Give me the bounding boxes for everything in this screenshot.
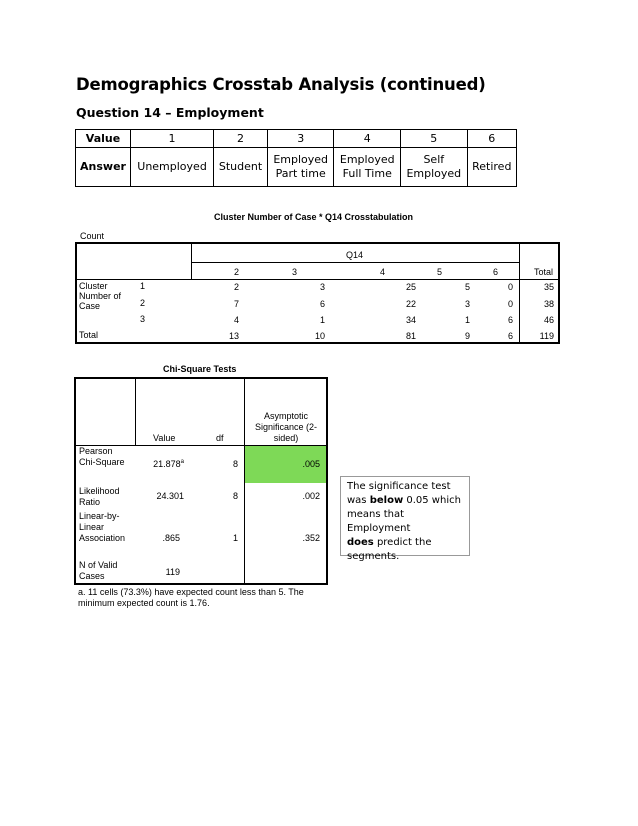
footnote-marker: a — [180, 459, 184, 465]
value-cell: 2 — [214, 130, 268, 148]
test-df: 1 — [232, 533, 238, 543]
df-header: df — [216, 433, 224, 443]
test-significance: .352 — [302, 533, 320, 543]
callout-text: predict the — [373, 537, 432, 548]
value-cell: 5 — [401, 130, 468, 148]
callout-text: was — [347, 495, 370, 506]
answer-line: Employed — [273, 153, 329, 166]
crosstab-title: Cluster Number of Case * Q14 Crosstabulation — [214, 212, 414, 222]
answer-line: Student — [218, 160, 263, 173]
test-significance: .005 — [302, 459, 320, 469]
column-header: 2 — [233, 267, 239, 277]
table-cell: 13 — [228, 331, 239, 341]
table-cell: 2 — [233, 282, 239, 292]
test-label — [79, 511, 125, 544]
divider — [191, 262, 519, 263]
total-row-label: Total — [79, 330, 99, 340]
answer-cell — [214, 148, 268, 187]
footnote-line: minimum expected count is 1.76. — [78, 598, 210, 608]
answer-line: Employed — [406, 167, 462, 180]
column-header: 5 — [436, 267, 442, 277]
row-label: 3 — [140, 314, 146, 324]
answer-line: Self — [423, 153, 445, 166]
label-line: Linear-by- — [79, 511, 120, 521]
chi-square-table — [74, 377, 328, 585]
test-value — [140, 459, 184, 469]
section-subtitle: Question 14 – Employment — [76, 105, 264, 120]
column-header: 3 — [291, 267, 297, 277]
callout-emphasis: does — [347, 537, 374, 548]
row-header-line: Cluster — [79, 281, 108, 291]
table-cell: 6 — [507, 331, 513, 341]
table-cell: 6 — [507, 315, 513, 325]
label-line: Pearson — [79, 446, 113, 456]
table-cell: 81 — [405, 331, 416, 341]
answer-row-label: Answer — [76, 148, 131, 187]
value-header: Value — [153, 433, 176, 443]
test-df: 8 — [232, 459, 238, 469]
answer-line: Employed — [339, 153, 395, 166]
header-line: Significance (2- — [254, 422, 318, 432]
test-label — [79, 486, 120, 508]
chi-square-title: Chi-Square Tests — [163, 364, 237, 374]
answer-cell — [267, 148, 334, 187]
column-header: 4 — [379, 267, 385, 277]
row-header-line: Case — [79, 301, 101, 311]
table-cell: 5 — [464, 282, 470, 292]
label-line: N of Valid — [79, 560, 118, 570]
divider — [244, 379, 245, 583]
column-header: 6 — [492, 267, 498, 277]
row-label: 1 — [140, 281, 146, 291]
crosstab-count-label: Count — [80, 231, 105, 241]
table-cell: 3 — [464, 299, 470, 309]
test-df: 8 — [232, 491, 238, 501]
table-cell: 119 — [539, 331, 554, 341]
answer-line: Retired — [472, 160, 512, 173]
table-cell: 10 — [314, 331, 325, 341]
table-cell: 0 — [507, 299, 513, 309]
table-cell: 35 — [543, 282, 554, 292]
table-cell: 4 — [233, 315, 239, 325]
test-value: 24.301 — [156, 491, 184, 501]
column-group-label: Q14 — [346, 250, 364, 260]
callout-emphasis: below — [369, 495, 404, 506]
answer-line: Part time — [275, 167, 326, 180]
header-line: Asymptotic — [263, 411, 308, 421]
callout-line: segments. — [347, 551, 400, 562]
table-cell: 1 — [464, 315, 470, 325]
answer-cell — [401, 148, 468, 187]
value-cell: 1 — [131, 130, 214, 148]
answer-cell — [334, 148, 401, 187]
callout-line: means that Employment — [347, 509, 411, 534]
test-value: 119 — [165, 567, 180, 577]
table-cell: 3 — [319, 282, 325, 292]
test-label — [79, 560, 117, 582]
table-cell: 34 — [405, 315, 416, 325]
interpretation-callout — [340, 476, 470, 562]
callout-text: 0.05 which — [403, 495, 461, 506]
answer-cell — [467, 148, 516, 187]
table-cell: 9 — [464, 331, 470, 341]
label-line: Association — [79, 533, 126, 543]
table-cell: 25 — [405, 282, 416, 292]
table-cell: 22 — [405, 299, 416, 309]
divider — [135, 379, 136, 445]
table-cell: 0 — [507, 282, 513, 292]
value-answer-table — [75, 129, 517, 187]
label-line: Cases — [79, 571, 105, 581]
answer-line: Full Time — [342, 167, 392, 180]
chi-square-footnote — [78, 587, 304, 609]
table-cell: 46 — [543, 315, 554, 325]
table-cell: 1 — [319, 315, 325, 325]
value-cell: 6 — [467, 130, 516, 148]
value-cell: 3 — [267, 130, 334, 148]
label-line: Linear — [79, 522, 105, 532]
table-cell: 7 — [233, 299, 239, 309]
significance-header — [246, 411, 326, 444]
label-line: Chi-Square — [79, 457, 125, 467]
label-line: Likelihood — [79, 486, 120, 496]
row-header-line: Number of — [79, 291, 122, 301]
row-label: 2 — [140, 298, 146, 308]
value-text: 21.878 — [153, 459, 181, 469]
label-line: Ratio — [79, 497, 101, 507]
table-cell: 6 — [319, 299, 325, 309]
row-header — [79, 281, 121, 311]
answer-line: Unemployed — [137, 160, 207, 173]
column-header: Total — [533, 267, 553, 277]
page-title: Demographics Crosstab Analysis (continued) — [76, 75, 486, 94]
crosstab-table — [75, 242, 560, 344]
test-significance: .002 — [302, 491, 320, 501]
value-row-label: Value — [76, 130, 131, 148]
divider — [77, 279, 558, 280]
answer-cell — [131, 148, 214, 187]
callout-line: The significance test — [347, 481, 451, 492]
table-cell: 38 — [543, 299, 554, 309]
header-line: sided) — [273, 433, 299, 443]
test-value: .865 — [162, 533, 180, 543]
footnote-line: a. 11 cells (73.3%) have expected count less than 5. The — [78, 587, 304, 597]
test-label — [79, 446, 125, 468]
value-cell: 4 — [334, 130, 401, 148]
